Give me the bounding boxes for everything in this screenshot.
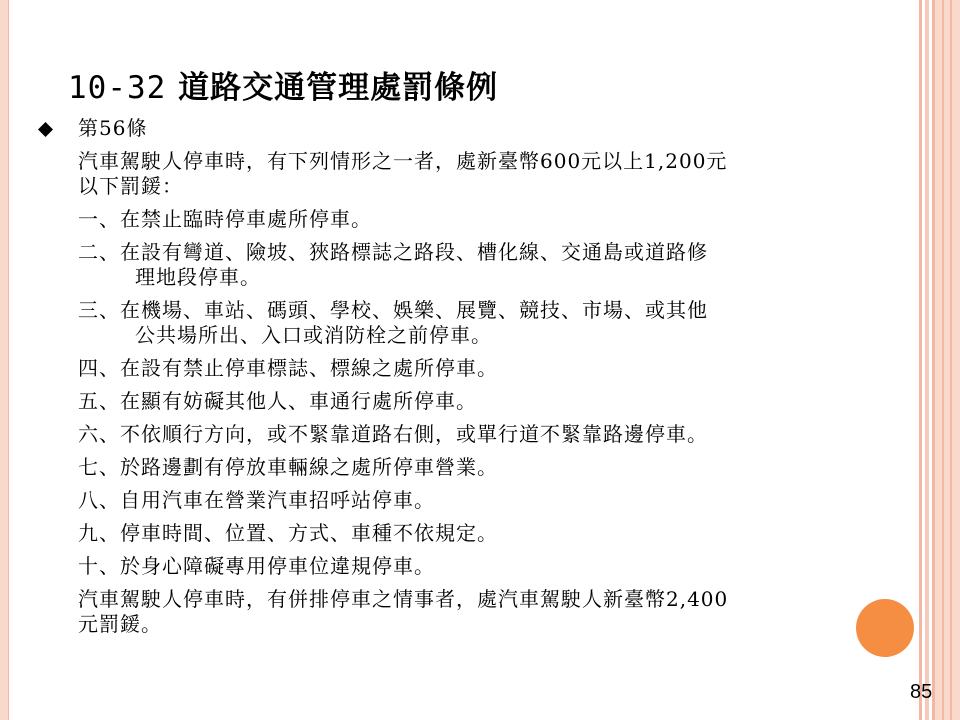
list-item-continuation: 理地段停車。 [135,265,261,289]
decorative-orange-circle [856,599,914,657]
slide-body [78,116,898,645]
page-number: 85 [910,681,933,703]
left-border-stripe [0,0,8,720]
list-item [78,521,898,546]
outro-line: 汽車駕駛人停車時，有併排停車之情事者，處汽車駕駛人新臺幣2,400 [78,587,729,611]
article-heading: 第56條 [78,116,148,140]
intro-line: 以下罰鍰： [78,174,183,198]
list-item [78,298,898,348]
list-item-text: 二、在設有彎道、險坡、狹路標誌之路段、槽化線、交通島或道路修 [78,240,708,264]
title-number: 10-32 [68,70,167,106]
list-item-text: 五、在顯有妨礙其他人、車通行處所停車。 [78,389,477,413]
list-item-text: 七、於路邊劃有停放車輛線之處所停車營業。 [78,455,498,479]
list-item-text: 一、在禁止臨時停車處所停車。 [78,207,372,231]
list-item-text: 十、於身心障礙專用停車位違規停車。 [78,554,435,578]
list-item [78,356,898,381]
list-item [78,422,898,447]
list-item [78,389,898,414]
title-text: 道路交通管理處罰條例 [178,70,499,106]
list-item-text: 六、不依順行方向，或不緊靠道路右側，或單行道不緊靠路邊停車。 [78,422,708,446]
diamond-bullet-icon [38,122,53,137]
intro-paragraph [78,149,898,199]
intro-line: 汽車駕駛人停車時，有下列情形之一者，處新臺幣600元以上1,200元 [78,149,728,173]
right-border-line [950,0,952,720]
right-border-line [942,0,944,720]
list-item [78,455,898,480]
list-item [78,554,898,579]
list-item [78,240,898,290]
right-border-line [919,0,922,720]
right-border-stripe [935,0,960,720]
slide-title [68,62,498,107]
right-border-line [925,0,929,720]
outro-line: 元罰鍰。 [78,612,162,636]
list-item-continuation: 公共場所出、入口或消防栓之前停車。 [135,323,492,347]
list-item [78,488,898,513]
right-border-line [932,0,935,720]
list-item-text: 九、停車時間、位置、方式、車種不依規定。 [78,521,498,545]
list-item-text: 八、自用汽車在營業汽車招呼站停車。 [78,488,435,512]
list-item [78,207,898,232]
left-border-line [8,0,9,720]
outro-paragraph [78,587,898,637]
list-item-text: 四、在設有禁止停車標誌、標線之處所停車。 [78,356,498,380]
list-item-text: 三、在機場、車站、碼頭、學校、娛樂、展覽、競技、市場、或其他 [78,298,708,322]
